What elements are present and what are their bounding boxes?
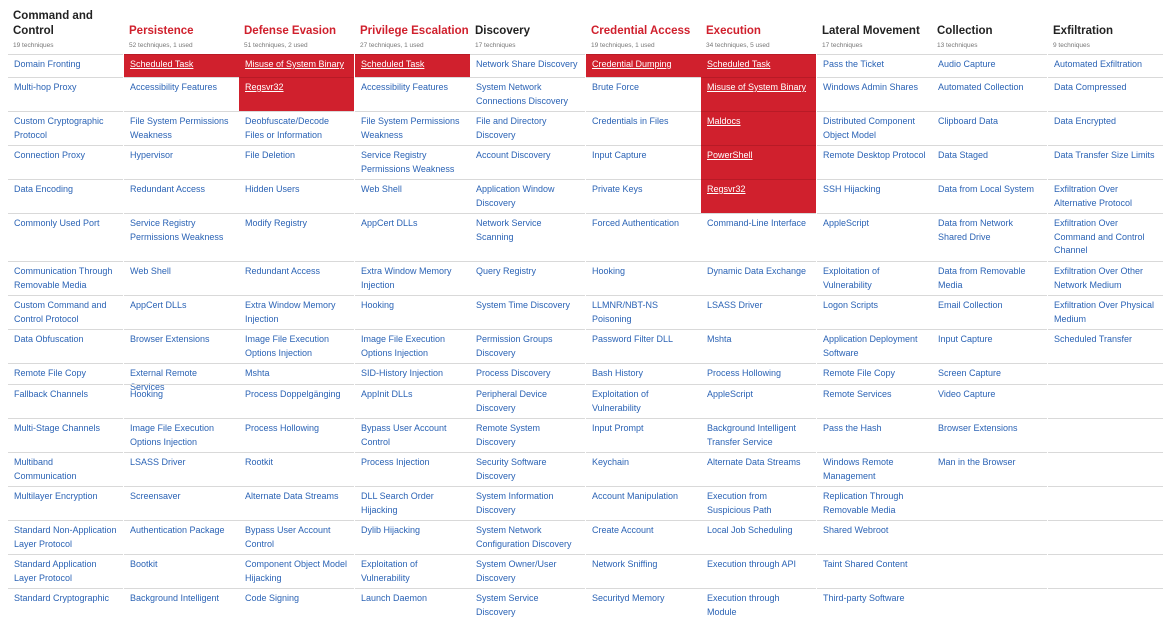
technique-cell[interactable]: Dynamic Data Exchange — [701, 261, 816, 295]
technique-cell[interactable]: Modify Registry — [239, 213, 354, 261]
technique-cell — [1048, 384, 1163, 418]
technique-cell[interactable]: Code Signing — [239, 588, 354, 622]
technique-cell[interactable]: Remote Services — [817, 384, 932, 418]
technique-cell[interactable]: Standard Cryptographic — [8, 588, 123, 622]
technique-cell[interactable]: Process Hollowing — [239, 418, 354, 452]
technique-cell[interactable]: Fallback Channels — [8, 384, 123, 418]
technique-cell[interactable]: Execution through Module — [701, 588, 816, 622]
technique-count: 27 techniques, 1 used — [360, 42, 424, 49]
technique-cell[interactable]: LLMNR/NBT-NS Poisoning — [586, 295, 701, 329]
technique-cell[interactable]: Redundant Access — [124, 179, 239, 213]
technique-cell[interactable]: Accessibility Features — [355, 77, 470, 111]
technique-cell[interactable]: Domain Fronting — [8, 54, 123, 77]
technique-cell[interactable]: Logon Scripts — [817, 295, 932, 329]
technique-cell[interactable]: Web Shell — [124, 261, 239, 295]
technique-cell[interactable]: Dylib Hijacking — [355, 520, 470, 554]
technique-cell[interactable]: Credentials in Files — [586, 111, 701, 145]
technique-cell — [1048, 418, 1163, 452]
technique-cell[interactable]: Mshta — [239, 363, 354, 384]
technique-cell[interactable]: Taint Shared Content — [817, 554, 932, 588]
tactic-header[interactable] — [470, 0, 585, 53]
technique-cell[interactable]: Clipboard Data — [932, 111, 1047, 145]
tactic-header[interactable] — [8, 0, 123, 53]
technique-cell[interactable]: Service Registry Permissions Weakness — [355, 145, 470, 179]
technique-cell — [1048, 486, 1163, 520]
technique-cell[interactable]: Standard Application Layer Protocol — [8, 554, 123, 588]
technique-cell[interactable]: File System Permissions Weakness — [355, 111, 470, 145]
technique-cell — [932, 554, 1047, 588]
technique-cell[interactable]: Connection Proxy — [8, 145, 123, 179]
technique-cell[interactable]: Data Encoding — [8, 179, 123, 213]
technique-cell-used[interactable]: Regsvr32 — [701, 179, 816, 213]
technique-cell[interactable]: Alternate Data Streams — [701, 452, 816, 486]
technique-cell — [1048, 554, 1163, 588]
technique-cell — [1048, 588, 1163, 622]
technique-cell[interactable]: AppCert DLLs — [124, 295, 239, 329]
technique-cell — [1048, 363, 1163, 384]
technique-cell[interactable]: Bootkit — [124, 554, 239, 588]
technique-cell[interactable]: Exploitation of Vulnerability — [586, 384, 701, 418]
technique-count: 13 techniques — [937, 42, 978, 49]
technique-cell[interactable]: File System Permissions Weakness — [124, 111, 239, 145]
technique-cell[interactable]: Man in the Browser — [932, 452, 1047, 486]
technique-cell[interactable]: SSH Hijacking — [817, 179, 932, 213]
technique-cell[interactable]: AppleScript — [701, 384, 816, 418]
technique-cell[interactable]: Email Collection — [932, 295, 1047, 329]
tactic-header[interactable] — [932, 0, 1047, 53]
tactic-title: Execution — [706, 25, 761, 37]
technique-cell[interactable]: AppInit DLLs — [355, 384, 470, 418]
technique-cell[interactable]: Execution from Suspicious Path — [701, 486, 816, 520]
technique-cell[interactable]: Windows Remote Management — [817, 452, 932, 486]
technique-cell[interactable]: Standard Non-Application Layer Protocol — [8, 520, 123, 554]
technique-cell[interactable]: Bypass User Account Control — [239, 520, 354, 554]
technique-cell-used[interactable]: PowerShell — [701, 145, 816, 179]
technique-cell[interactable]: Redundant Access — [239, 261, 354, 295]
tactic-header[interactable] — [1048, 0, 1163, 53]
technique-count: 9 techniques — [1053, 42, 1090, 49]
technique-cell[interactable]: Service Registry Permissions Weakness — [124, 213, 239, 261]
technique-cell[interactable]: Extra Window Memory Injection — [355, 261, 470, 295]
technique-cell[interactable]: Input Capture — [586, 145, 701, 179]
technique-cell[interactable]: Pass the Ticket — [817, 54, 932, 77]
technique-cell[interactable]: Multiband Communication — [8, 452, 123, 486]
technique-cell[interactable]: Exfiltration Over Command and Control Channel — [1048, 213, 1163, 261]
technique-cell[interactable]: Create Account — [586, 520, 701, 554]
technique-cell[interactable]: Exfiltration Over Other Network Medium — [1048, 261, 1163, 295]
technique-cell[interactable]: Hooking — [355, 295, 470, 329]
technique-cell[interactable]: Alternate Data Streams — [239, 486, 354, 520]
technique-cell — [932, 588, 1047, 622]
technique-cell[interactable]: Pass the Hash — [817, 418, 932, 452]
technique-cell[interactable]: Keychain — [586, 452, 701, 486]
technique-cell[interactable]: System Information Discovery — [470, 486, 585, 520]
technique-cell[interactable]: Exfiltration Over Physical Medium — [1048, 295, 1163, 329]
tactic-title: Privilege Escalation — [360, 25, 469, 37]
technique-cell[interactable]: Multi-hop Proxy — [8, 77, 123, 111]
technique-cell[interactable]: Image File Execution Options Injection — [239, 329, 354, 363]
technique-cell[interactable]: Forced Authentication — [586, 213, 701, 261]
technique-cell[interactable]: Brute Force — [586, 77, 701, 111]
technique-count: 17 techniques — [475, 42, 516, 49]
technique-cell[interactable]: Windows Admin Shares — [817, 77, 932, 111]
technique-cell[interactable]: Data from Removable Media — [932, 261, 1047, 295]
technique-cell[interactable]: Replication Through Removable Media — [817, 486, 932, 520]
technique-cell[interactable]: Remote File Copy — [8, 363, 123, 384]
tactic-title: Persistence — [129, 25, 194, 37]
technique-count: 17 techniques — [822, 42, 863, 49]
technique-cell[interactable]: Commonly Used Port — [8, 213, 123, 261]
technique-cell — [1048, 452, 1163, 486]
tactic-header[interactable] — [124, 0, 239, 53]
tactic-title: Defense Evasion — [244, 25, 337, 37]
technique-cell[interactable]: Web Shell — [355, 179, 470, 213]
technique-cell[interactable]: Background Intelligent — [124, 588, 239, 622]
technique-cell[interactable]: Bypass User Account Control — [355, 418, 470, 452]
tactic-title: Collection — [937, 25, 993, 37]
technique-cell[interactable]: Process Hollowing — [701, 363, 816, 384]
tactic-header[interactable] — [239, 0, 354, 53]
technique-cell[interactable]: Image File Execution Options Injection — [355, 329, 470, 363]
technique-count: 19 techniques — [13, 42, 54, 49]
technique-cell[interactable]: Peripheral Device Discovery — [470, 384, 585, 418]
technique-cell[interactable]: Hidden Users — [239, 179, 354, 213]
technique-cell[interactable]: Input Prompt — [586, 418, 701, 452]
technique-cell[interactable]: AppleScript — [817, 213, 932, 261]
technique-cell[interactable]: Command-Line Interface — [701, 213, 816, 261]
technique-cell[interactable]: LSASS Driver — [124, 452, 239, 486]
technique-cell[interactable]: Application Deployment Software — [817, 329, 932, 363]
technique-cell[interactable]: Securityd Memory — [586, 588, 701, 622]
technique-cell[interactable]: Network Share Discovery — [470, 54, 585, 77]
technique-cell[interactable]: Remote System Discovery — [470, 418, 585, 452]
tactic-title: Credential Access — [591, 25, 691, 37]
technique-count: 52 techniques, 1 used — [129, 42, 193, 49]
technique-cell[interactable]: Browser Extensions — [124, 329, 239, 363]
technique-cell[interactable]: Data Encrypted — [1048, 111, 1163, 145]
technique-cell[interactable]: Account Discovery — [470, 145, 585, 179]
technique-cell[interactable]: AppCert DLLs — [355, 213, 470, 261]
technique-cell[interactable]: Bash History — [586, 363, 701, 384]
technique-cell-used[interactable]: Scheduled Task — [124, 54, 239, 77]
tactic-header[interactable] — [701, 0, 816, 53]
technique-cell[interactable]: Data Obfuscation — [8, 329, 123, 363]
technique-cell-used[interactable]: Maldocs — [701, 111, 816, 145]
technique-cell[interactable]: Input Capture — [932, 329, 1047, 363]
technique-cell[interactable]: System Network Connections Discovery — [470, 77, 585, 111]
technique-cell-used[interactable]: Misuse of System Binary — [701, 77, 816, 111]
technique-cell[interactable]: Distributed Component Object Model — [817, 111, 932, 145]
tactic-title: Exfiltration — [1053, 25, 1114, 37]
technique-cell[interactable]: Multilayer Encryption — [8, 486, 123, 520]
technique-cell[interactable]: Shared Webroot — [817, 520, 932, 554]
technique-cell[interactable]: Exfiltration Over Alternative Protocol — [1048, 179, 1163, 213]
tactic-header[interactable] — [355, 0, 470, 53]
technique-cell[interactable]: File and Directory Discovery — [470, 111, 585, 145]
technique-cell[interactable]: Process Injection — [355, 452, 470, 486]
technique-cell[interactable]: Accessibility Features — [124, 77, 239, 111]
technique-cell[interactable]: Scheduled Transfer — [1048, 329, 1163, 363]
technique-cell — [932, 486, 1047, 520]
technique-cell[interactable]: Audio Capture — [932, 54, 1047, 77]
technique-cell[interactable]: Process Doppelgänging — [239, 384, 354, 418]
technique-cell[interactable]: Launch Daemon — [355, 588, 470, 622]
technique-cell[interactable]: Private Keys — [586, 179, 701, 213]
technique-cell[interactable]: File Deletion — [239, 145, 354, 179]
technique-cell[interactable]: Extra Window Memory Injection — [239, 295, 354, 329]
technique-cell[interactable]: Data from Local System — [932, 179, 1047, 213]
technique-cell[interactable]: Custom Cryptographic Protocol — [8, 111, 123, 145]
technique-cell[interactable]: Data from Network Shared Drive — [932, 213, 1047, 261]
technique-cell[interactable]: Automated Exfiltration — [1048, 54, 1163, 77]
technique-cell[interactable]: Hooking — [586, 261, 701, 295]
technique-cell[interactable]: Component Object Model Hijacking — [239, 554, 354, 588]
technique-cell[interactable]: Hooking — [124, 384, 239, 418]
technique-cell[interactable]: Rootkit — [239, 452, 354, 486]
technique-cell[interactable]: System Owner/User Discovery — [470, 554, 585, 588]
technique-cell[interactable]: Application Window Discovery — [470, 179, 585, 213]
technique-cell[interactable]: Browser Extensions — [932, 418, 1047, 452]
technique-cell[interactable]: Local Job Scheduling — [701, 520, 816, 554]
technique-cell[interactable]: Account Manipulation — [586, 486, 701, 520]
technique-cell[interactable]: Data Transfer Size Limits — [1048, 145, 1163, 179]
technique-cell[interactable]: Image File Execution Options Injection — [124, 418, 239, 452]
technique-cell[interactable]: Query Registry — [470, 261, 585, 295]
technique-cell — [932, 520, 1047, 554]
technique-cell[interactable]: Mshta — [701, 329, 816, 363]
technique-cell[interactable]: Background Intelligent Transfer Service — [701, 418, 816, 452]
technique-cell[interactable]: DLL Search Order Hijacking — [355, 486, 470, 520]
technique-cell[interactable]: Screen Capture — [932, 363, 1047, 384]
technique-cell-used[interactable]: Scheduled Task — [355, 54, 470, 77]
technique-cell[interactable]: Network Sniffing — [586, 554, 701, 588]
tactic-title: Lateral Movement — [822, 25, 920, 37]
tactic-header[interactable] — [586, 0, 701, 53]
technique-cell[interactable]: Multi-Stage Channels — [8, 418, 123, 452]
technique-cell-used[interactable]: Credential Dumping — [586, 54, 701, 77]
technique-cell[interactable]: Exploitation of Vulnerability — [355, 554, 470, 588]
technique-cell[interactable]: Communication Through Removable Media — [8, 261, 123, 295]
technique-cell[interactable]: Execution through API — [701, 554, 816, 588]
technique-count: 51 techniques, 2 used — [244, 42, 308, 49]
technique-cell[interactable]: System Time Discovery — [470, 295, 585, 329]
technique-cell[interactable]: Custom Command and Control Protocol — [8, 295, 123, 329]
technique-cell[interactable]: Deobfuscate/Decode Files or Information — [239, 111, 354, 145]
technique-cell[interactable]: Remote Desktop Protocol — [817, 145, 932, 179]
technique-cell[interactable]: System Network Configuration Discovery — [470, 520, 585, 554]
technique-cell — [1048, 520, 1163, 554]
technique-cell[interactable]: System Service Discovery — [470, 588, 585, 622]
technique-cell[interactable]: Screensaver — [124, 486, 239, 520]
tactic-title: Discovery — [475, 25, 530, 37]
technique-count: 19 techniques, 1 used — [591, 42, 655, 49]
technique-cell[interactable]: Remote File Copy — [817, 363, 932, 384]
technique-cell[interactable]: Process Discovery — [470, 363, 585, 384]
technique-cell[interactable]: Third-party Software — [817, 588, 932, 622]
technique-cell-used[interactable]: Misuse of System Binary — [239, 54, 354, 77]
technique-cell[interactable]: Hypervisor — [124, 145, 239, 179]
technique-cell[interactable]: SID-History Injection — [355, 363, 470, 384]
technique-cell[interactable]: Data Staged — [932, 145, 1047, 179]
technique-cell[interactable]: LSASS Driver — [701, 295, 816, 329]
technique-cell[interactable]: Automated Collection — [932, 77, 1047, 111]
tactic-header[interactable] — [817, 0, 932, 53]
technique-cell[interactable]: Network Service Scanning — [470, 213, 585, 261]
technique-cell-used[interactable]: Scheduled Task — [701, 54, 816, 77]
technique-cell[interactable]: Permission Groups Discovery — [470, 329, 585, 363]
technique-cell[interactable]: Authentication Package — [124, 520, 239, 554]
technique-cell[interactable]: Data Compressed — [1048, 77, 1163, 111]
tactic-title: Command and Control — [13, 10, 93, 37]
technique-cell[interactable]: External Remote Services — [124, 363, 239, 384]
technique-cell[interactable]: Video Capture — [932, 384, 1047, 418]
technique-cell[interactable]: Exploitation of Vulnerability — [817, 261, 932, 295]
technique-cell[interactable]: Password Filter DLL — [586, 329, 701, 363]
technique-count: 34 techniques, 5 used — [706, 42, 770, 49]
technique-cell[interactable]: Security Software Discovery — [470, 452, 585, 486]
technique-cell-used[interactable]: Regsvr32 — [239, 77, 354, 111]
